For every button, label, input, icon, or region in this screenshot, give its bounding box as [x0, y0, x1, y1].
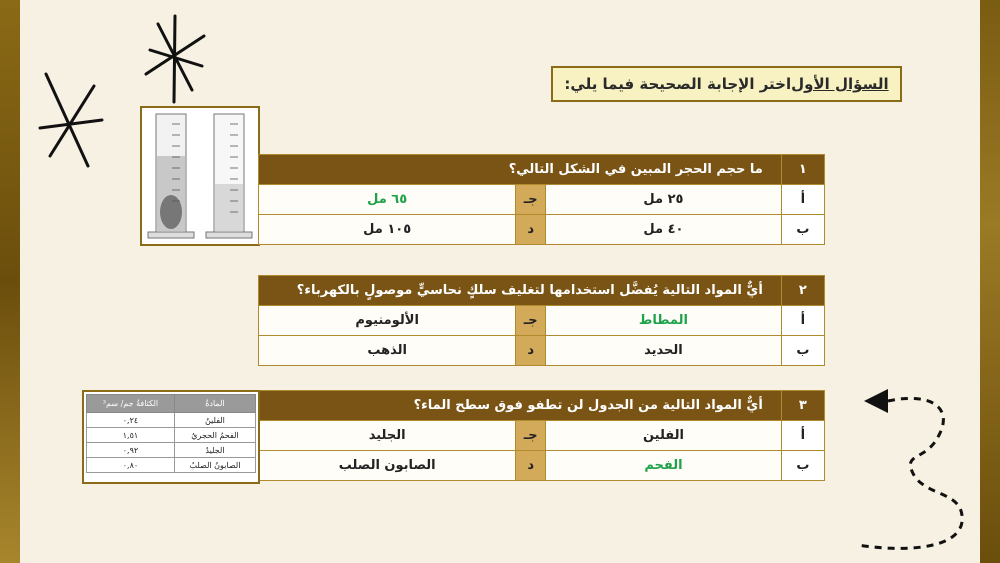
question-number: ٣	[781, 391, 824, 421]
option-a[interactable]: الفلين	[546, 421, 782, 451]
option-b[interactable]: الحديد	[546, 336, 782, 366]
option-letter-c: جـ	[516, 421, 546, 451]
title-prefix: السؤال الأول	[791, 75, 889, 93]
option-c[interactable]: الجليد	[259, 421, 516, 451]
question-1-table	[258, 154, 825, 245]
option-letter-c: جـ	[516, 306, 546, 336]
density-cell: ٠,٩٢	[87, 443, 175, 458]
table-row	[87, 428, 256, 443]
option-b[interactable]: ٤٠ مل	[546, 215, 782, 245]
title-rest: اختر الإجابة الصحيحة فيما يلي:	[564, 75, 792, 93]
table-row	[87, 458, 256, 473]
option-letter-b: ب	[781, 215, 824, 245]
option-c[interactable]: الألومنيوم	[259, 306, 516, 336]
option-d[interactable]: الصابون الصلب	[259, 451, 516, 481]
option-b[interactable]: الفحم	[546, 451, 782, 481]
option-letter-a: أ	[781, 185, 824, 215]
option-d[interactable]: الذهب	[259, 336, 516, 366]
option-letter-b: ب	[781, 451, 824, 481]
option-letter-d: د	[516, 451, 546, 481]
graduated-cylinders-image	[140, 106, 260, 246]
section-title	[551, 66, 902, 102]
option-letter-d: د	[516, 215, 546, 245]
option-d[interactable]: ١٠٥ مل	[259, 215, 516, 245]
density-table	[86, 394, 256, 473]
question-number: ٢	[781, 276, 824, 306]
material-cell: الجليدُ	[174, 443, 255, 458]
density-table-box	[82, 390, 260, 484]
question-text: ما حجم الحجر المبين في الشكل التالي؟	[259, 155, 782, 185]
option-letter-a: أ	[781, 421, 824, 451]
option-letter-b: ب	[781, 336, 824, 366]
table-row	[87, 443, 256, 458]
density-cell: ٠,٢٤	[87, 413, 175, 428]
asterisk-large-icon	[36, 70, 106, 170]
option-letter-a: أ	[781, 306, 824, 336]
density-header-density: الكثافةُ جم/ سم³	[87, 395, 175, 413]
option-letter-d: د	[516, 336, 546, 366]
question-text: أيٌّ المواد التالية يُفضَّل استخدامها لتغليف سلكٍ نحاسيٍّ موصولٍ بالكهرباء؟	[259, 276, 782, 306]
question-2-table	[258, 275, 825, 366]
question-3-table	[258, 390, 825, 481]
density-cell: ١,٥١	[87, 428, 175, 443]
question-number: ١	[781, 155, 824, 185]
material-cell: الفحمُ الحجريُ	[174, 428, 255, 443]
option-a[interactable]: ٢٥ مل	[546, 185, 782, 215]
dashed-arrow-icon	[860, 382, 975, 557]
density-header-material: المادةُ	[174, 395, 255, 413]
material-cell: الفلينُ	[174, 413, 255, 428]
material-cell: الصابونُ الصلبُ	[174, 458, 255, 473]
table-row	[87, 413, 256, 428]
left-frame-border	[0, 0, 20, 563]
asterisk-small-icon	[140, 14, 210, 104]
option-a[interactable]: المطاط	[546, 306, 782, 336]
question-text: أيٌّ المواد التالية من الجدول لن تطفو فوق سطح الماء؟	[259, 391, 782, 421]
density-cell: ٠,٨٠	[87, 458, 175, 473]
option-c[interactable]: ٦٥ مل	[259, 185, 516, 215]
option-letter-c: جـ	[516, 185, 546, 215]
right-frame-border	[980, 0, 1000, 563]
